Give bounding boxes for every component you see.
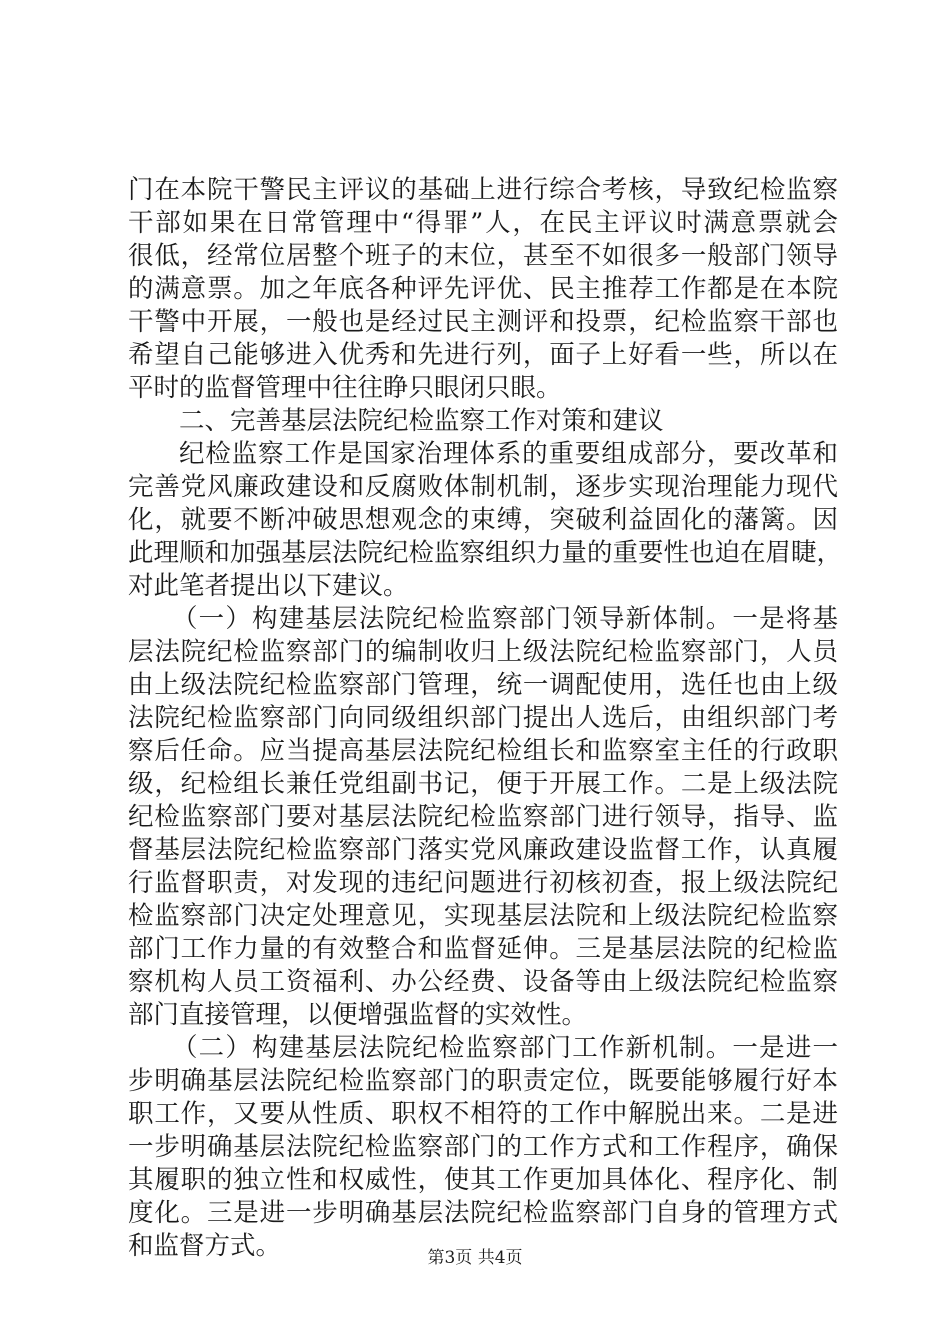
text-line: 一步明确基层法院纪检监察部门的工作方式和工作程序，确保 <box>128 1132 838 1162</box>
text-line: 检监察部门决定处理意见，实现基层法院和上级法院纪检监察 <box>128 901 838 931</box>
text-line: 职工作，又要从性质、职权不相符的工作中解脱出来。二是进 <box>128 1099 838 1129</box>
text-line: 部门直接管理，以便增强监督的实效性。 <box>128 1000 588 1030</box>
text-line: 级，纪检组长兼任党组副书记，便于开展工作。二是上级法院 <box>128 769 838 799</box>
text-line: 化，就要不断冲破思想观念的束缚，突破利益固化的藩篱。因 <box>128 505 838 535</box>
text-line: 纪检监察部门要对基层法院纪检监察部门进行领导，指导、监 <box>128 802 838 832</box>
text-line: 完善党风廉政建设和反腐败体制机制，逐步实现治理能力现代 <box>128 472 838 502</box>
text-line: 察后任命。应当提高基层法院纪检组长和监察室主任的行政职 <box>128 736 838 766</box>
text-line: 步明确基层法院纪检监察部门的职责定位，既要能够履行好本 <box>128 1066 838 1096</box>
text-line: 希望自己能够进入优秀和先进行列，面子上好看一些，所以在 <box>128 340 838 370</box>
text-line: 部门工作力量的有效整合和监督延伸。三是基层法院的纪检监 <box>128 934 838 964</box>
text-line: 行监督职责，对发现的违纪问题进行初核初查，报上级法院纪 <box>128 868 838 898</box>
text-line: 度化。三是进一步明确基层法院纪检监察部门自身的管理方式 <box>128 1198 838 1228</box>
text-line: 纪检监察工作是国家治理体系的重要组成部分，要改革和 <box>179 439 838 469</box>
text-line: 此理顺和加强基层法院纪检监察组织力量的重要性也迫在眉睫， <box>128 538 843 568</box>
text-line: 干部如果在日常管理中“得罪”人，在民主评议时满意票就会 <box>128 208 838 238</box>
section-heading: 二、完善基层法院纪检监察工作对策和建议 <box>179 406 664 436</box>
text-line: 由上级法院纪检监察部门管理，统一调配使用，选任也由上级 <box>128 670 838 700</box>
text-line: 法院纪检监察部门向同级组织部门提出人选后，由组织部门考 <box>128 703 838 733</box>
text-line: （二）构建基层法院纪检监察部门工作新机制。一是进一 <box>172 1033 838 1063</box>
document-body <box>128 174 843 1263</box>
text-line: 门在本院干警民主评议的基础上进行综合考核，导致纪检监察 <box>128 175 838 205</box>
text-line: 很低，经常位居整个班子的末位，甚至不如很多一般部门领导 <box>128 241 838 271</box>
text-line: 层法院纪检监察部门的编制收归上级法院纪检监察部门，人员 <box>128 637 838 667</box>
text-line: 对此笔者提出以下建议。 <box>128 571 409 601</box>
text-line: 平时的监督管理中往往睁只眼闭只眼。 <box>128 373 562 403</box>
text-line: （一）构建基层法院纪检监察部门领导新体制。一是将基 <box>172 604 838 634</box>
text-line: 的满意票。加之年底各种评先评优、民主推荐工作都是在本院 <box>128 274 838 304</box>
text-line: 督基层法院纪检监察部门落实党风廉政建设监督工作，认真履 <box>128 835 838 865</box>
text-line: 察机构人员工资福利、办公经费、设备等由上级法院纪检监察 <box>128 967 838 997</box>
text-line: 干警中开展，一般也是经过民主测评和投票，纪检监察干部也 <box>128 307 838 337</box>
page-number-footer: 第3页 共4页 <box>427 1248 523 1268</box>
text-line: 其履职的独立性和权威性，使其工作更加具体化、程序化、制 <box>128 1165 838 1195</box>
text-line: 和监督方式。 <box>128 1231 282 1261</box>
